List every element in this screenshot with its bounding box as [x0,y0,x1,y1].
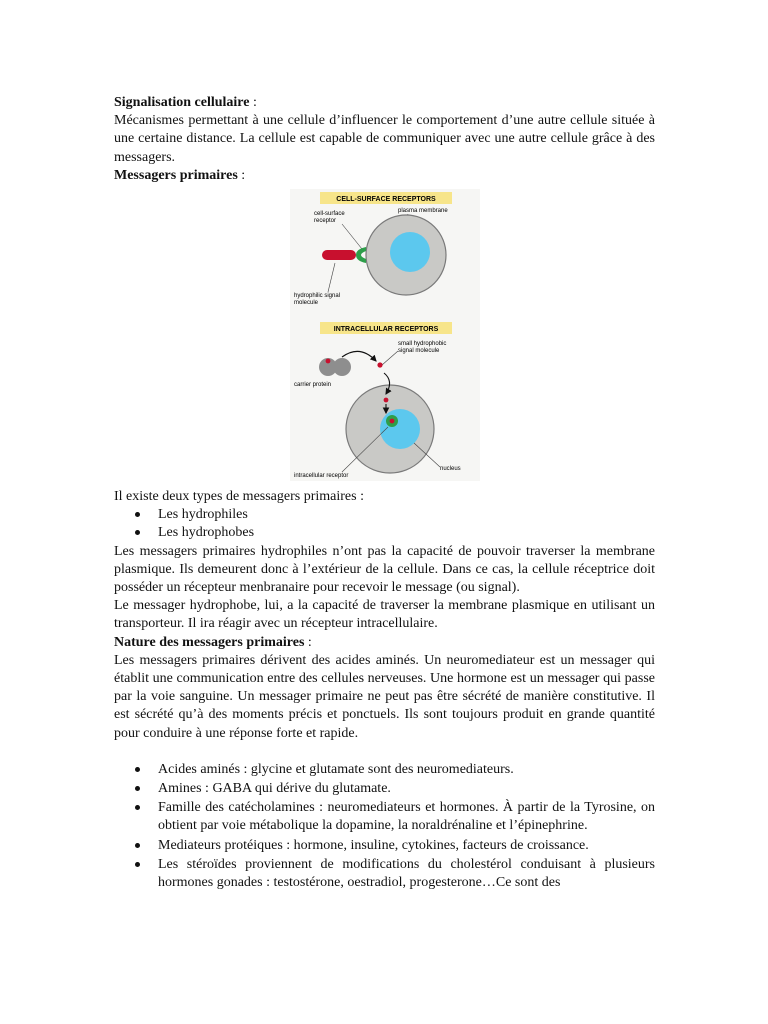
paragraph-hydrophobe: Le messager hydrophobe, lui, a la capacité de traverser la membrane plasmique en utilisant un transporteur. Il ira réagir avec un récepteur intracellulaire. [114,598,655,632]
list-item: Famille des catécholamines : neuromediateurs et hormones. À partir de la Tyrosine, on obtient par voie métabolique la dopamine, la noraldrénaline et l’épinephrine. [114,799,655,835]
list-nature [114,761,655,892]
list-item: Les hydrophiles [114,506,655,524]
paragraph-hydrophiles: Les messagers primaires hydrophiles n’ont pas la capacité de pouvoir traverser la membrane plasmique. Ils demeurent donc à l’extérieur de la cellule. Dans ce cas, la cellule réceptrice doit posséder un récepteur menbranaire pour recevoir le message (ou signal). [114,543,655,596]
carrier-protein-right [333,358,351,376]
label-nucleus: nucleus [440,466,461,473]
cell-surface-nucleus [390,232,430,272]
paragraph-intro-types: Il existe deux types de messagers primaires : [114,489,364,505]
label-small-hydrophobic-2: signal molecule [398,348,440,355]
label-intracellular-receptor: intracellular receptor [294,473,349,480]
blank-line [114,743,655,761]
label-hydrophilic-2: molecule [294,300,319,307]
paragraph-nature: Les messagers primaires dérivent des acides aminés. Un neuromediateur est un messager qui établit une communication entre des cellules nerveuses. Une hormone est un messager qui passe par la voie sanguine. Un messager primaire ne peut pas être sécrété de manière constitutive. Il est sécrété qu’à des moments précis et ponctuels. Ils sont toujours produit en grande quantité pour conduire à une réponse forte et rapide. [114,652,655,741]
hydrophilic-signal-molecule [322,250,356,260]
free-signal-molecule [377,362,382,367]
label-cell-surface-1: cell-surface [314,211,345,218]
label-cell-surface-2: receptor [314,218,337,225]
internal-signal-molecule [384,398,389,403]
list-types [114,506,655,542]
heading-messagers-primaires: Messagers primaires : [114,167,246,183]
paragraph-signalisation: Mécanismes permettant à une cellule d’influencer le comportement d’une autre cellule située à une certaine distance. La cellule est capable de communiquer avec une autre cellule grâce à des messagers. [114,113,655,165]
receptor-diagram [290,189,480,481]
label-carrier-protein: carrier protein [294,382,332,389]
panel1-title: CELL-SURFACE RECEPTORS [336,196,436,204]
label-hydrophilic-1: hydrophilic signal [294,293,341,300]
label-plasma-membrane: plasma membrane [398,208,448,215]
receptor-bound-signal [390,419,395,424]
receptor-figure [114,189,655,484]
list-item: Mediateurs protéiques : hormone, insuline, cytokines, facteurs de croissance. [114,837,655,855]
list-item: Acides aminés : glycine et glutamate sont des neuromediateurs. [114,761,655,779]
bound-signal-molecule [326,359,331,364]
document-body [114,94,655,893]
heading-nature-messagers: Nature des messagers primaires : [114,634,312,650]
list-item: Les hydrophobes [114,524,655,542]
label-small-hydrophobic-1: small hydrophobic [398,341,447,348]
panel2-title: INTRACELLULAR RECEPTORS [333,326,439,334]
heading-signalisation: Signalisation cellulaire : [114,95,257,110]
list-item: Les stéroïdes proviennent de modifications du cholestérol conduisant à plusieurs hormones gonades : testostérone, oestradiol, progesterone…Ce sont des [114,856,655,892]
list-item: Amines : GABA qui dérive du glutamate. [114,780,655,798]
